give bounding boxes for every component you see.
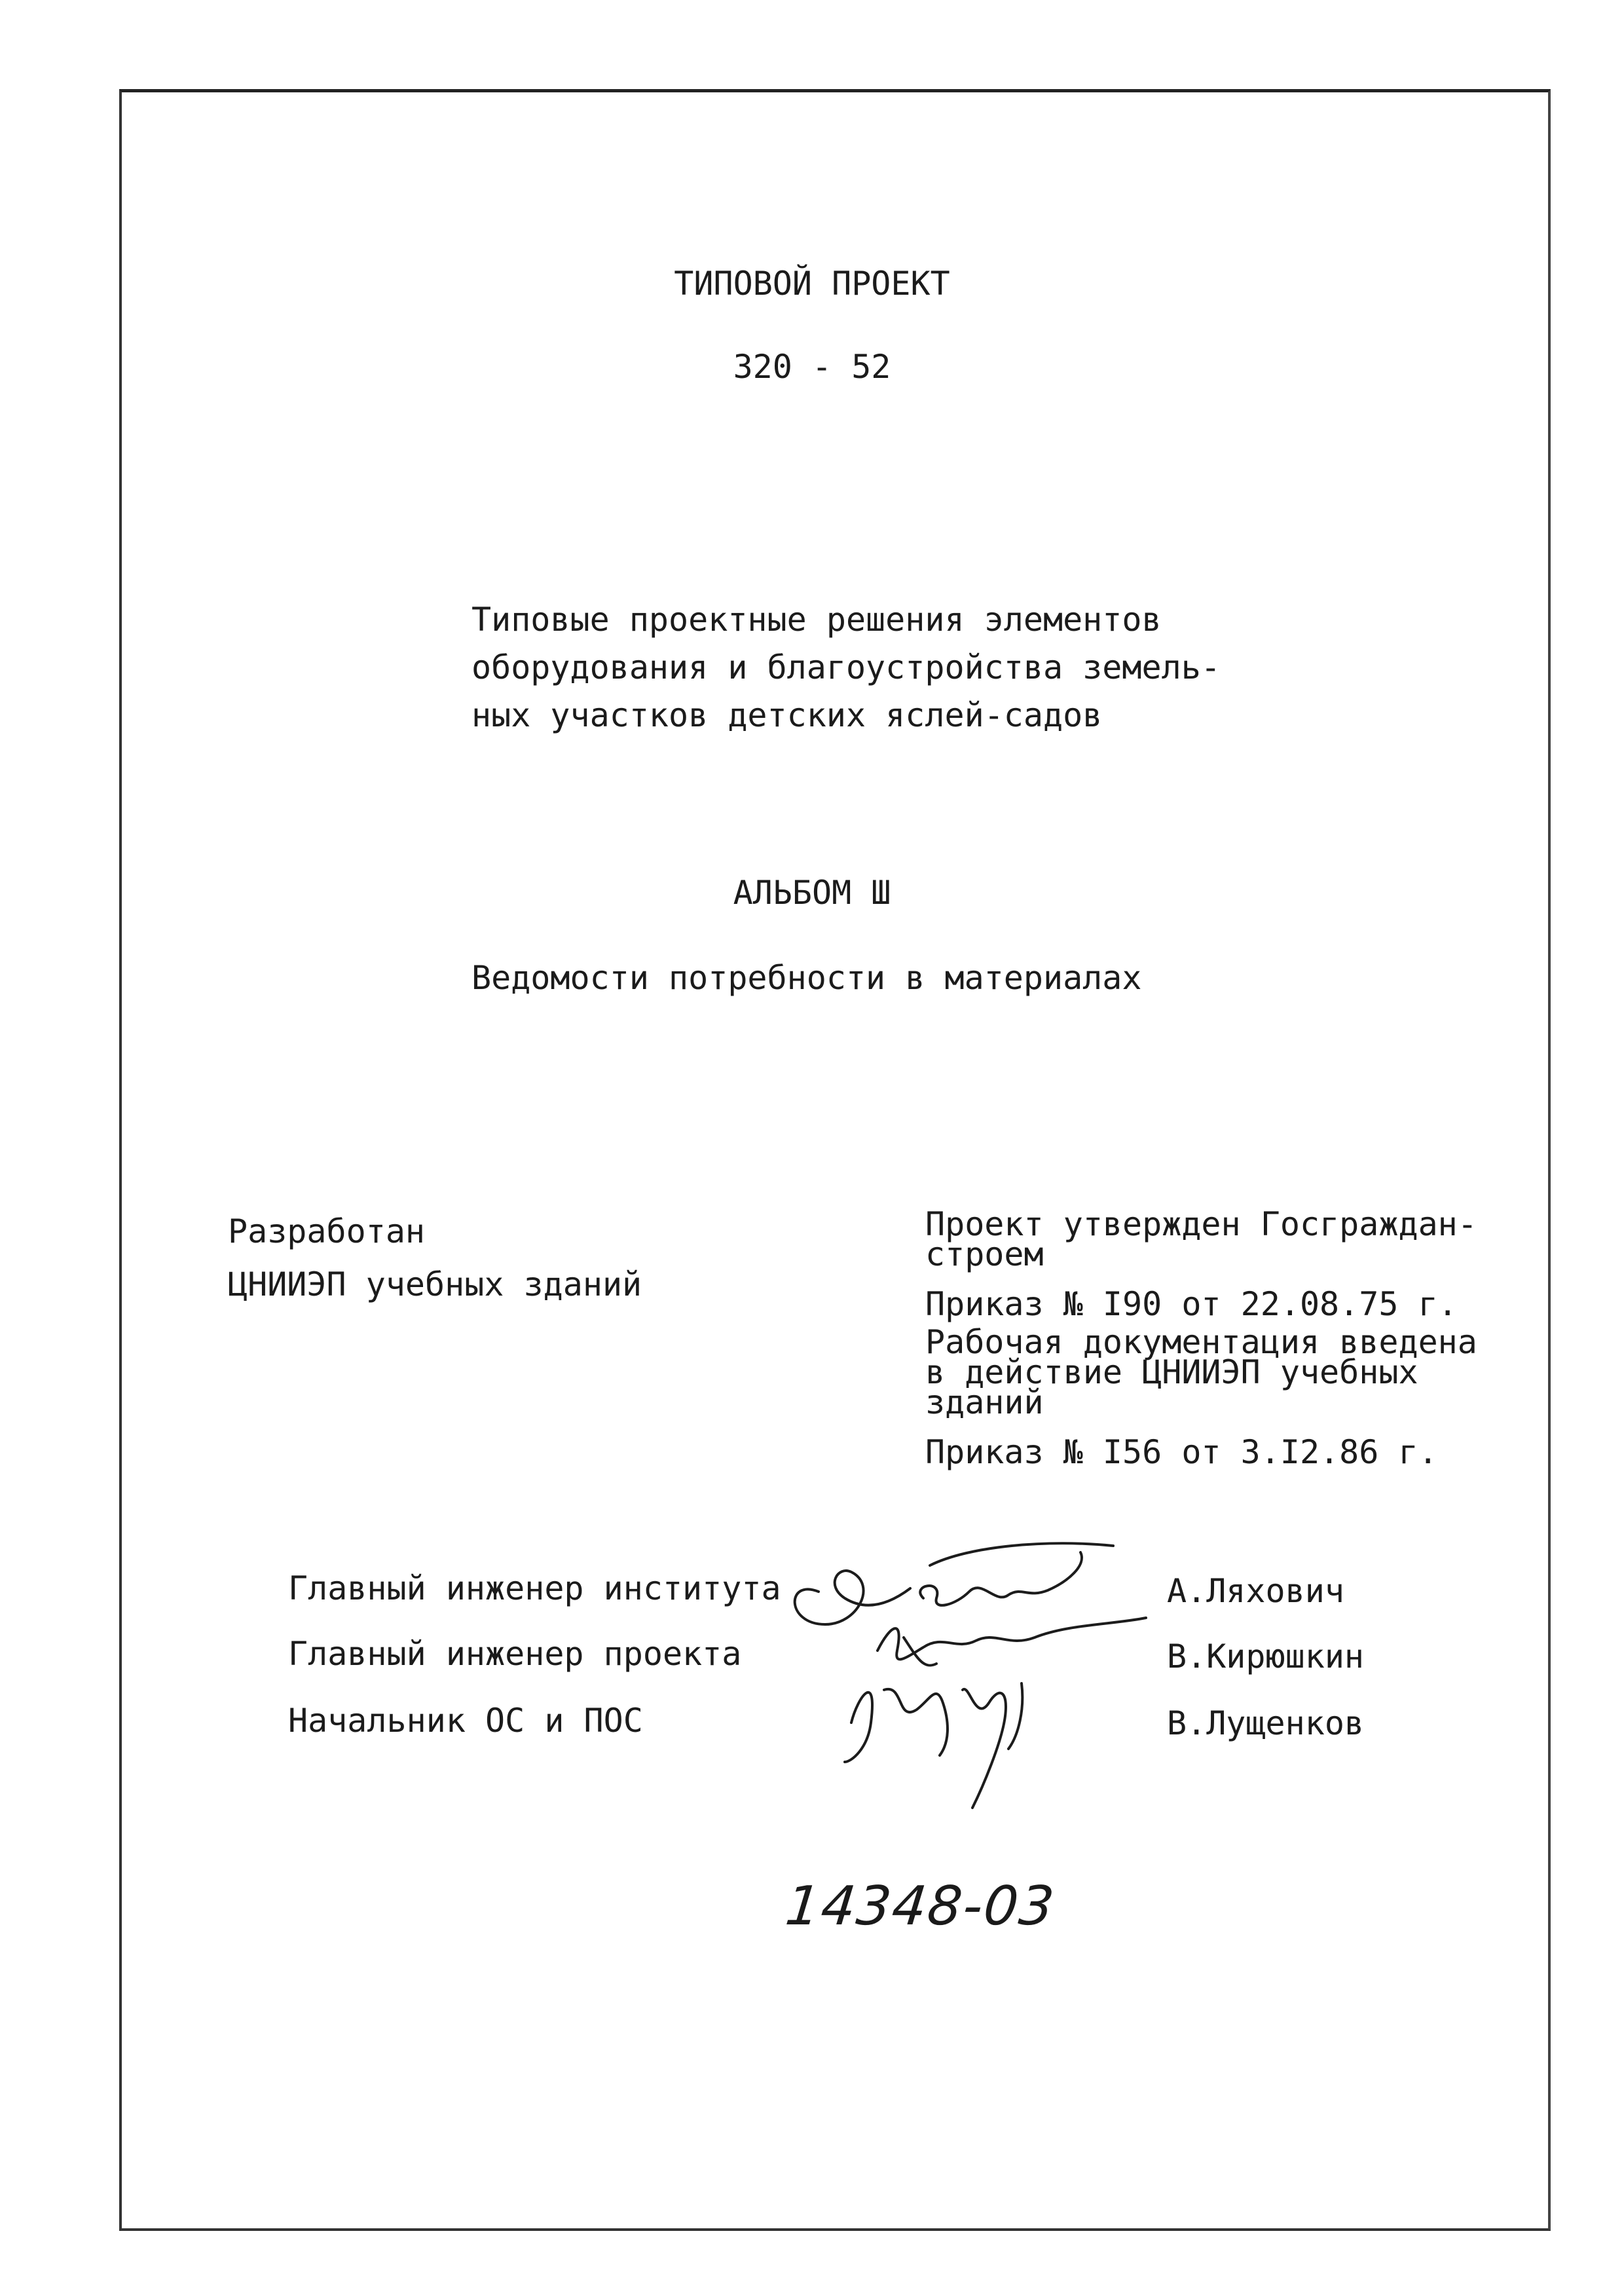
developer-block xyxy=(228,1205,642,1311)
approval-order: Приказ № I90 от 22.08.75 г. xyxy=(925,1285,1458,1323)
approval-line: Проект утвержден Госграждан- xyxy=(925,1205,1477,1243)
signatory-name: В.Кирюшкин xyxy=(1167,1637,1365,1675)
handwritten-signatures xyxy=(773,1526,1166,1841)
project-kind: ТИПОВОЙ ПРОЕКТ xyxy=(674,265,950,303)
inventory-number: 14348-03 xyxy=(783,1875,1058,1937)
title-line: ных участков детских яслей-садов xyxy=(471,696,1103,734)
developer-org: ЦНИИЭП учебных зданий xyxy=(228,1265,642,1303)
approval-line: Рабочая документация введена xyxy=(925,1323,1477,1361)
approval-block xyxy=(925,1205,1477,1475)
signatory-role: Главный инженер проекта xyxy=(288,1635,742,1673)
signatory-role: Начальник ОС и ПОС xyxy=(288,1702,643,1740)
approval-line: строем xyxy=(925,1235,1044,1273)
approval-line: зданий xyxy=(925,1383,1044,1421)
title-line: оборудования и благоустройства земель- xyxy=(471,648,1221,686)
album-subtitle: Ведомости потребности в материалах xyxy=(471,959,1142,997)
approval-order: Приказ № I56 от 3.I2.86 г. xyxy=(925,1433,1438,1471)
document-title xyxy=(471,596,1221,739)
project-number: 320 - 52 xyxy=(733,348,891,386)
signatory-name: А.Ляхович xyxy=(1167,1572,1344,1610)
signatory-role: Главный инженер института xyxy=(288,1569,781,1607)
album-label: АЛЬБОМ Ш xyxy=(733,874,891,912)
signatory-name: В.Лущенков xyxy=(1167,1704,1365,1742)
developer-label: Разработан xyxy=(228,1212,426,1250)
title-line: Типовые проектные решения элементов xyxy=(471,601,1162,639)
approval-line: в действие ЦНИИЭП учебных xyxy=(925,1353,1418,1391)
